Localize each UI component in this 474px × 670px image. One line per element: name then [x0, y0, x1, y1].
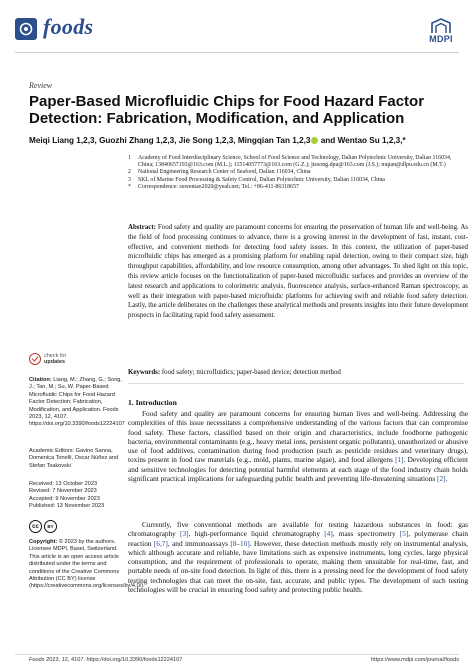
- updates-line2: updates: [44, 359, 66, 365]
- cc-license-badge[interactable]: [29, 520, 59, 533]
- section-heading: 1. Introduction: [128, 398, 177, 407]
- affiliation-text: National Engineering Research Center of Seafood, Dalian 116034, China: [138, 169, 311, 176]
- publisher-logo[interactable]: [423, 14, 459, 44]
- header-divider: [15, 52, 459, 53]
- footer-citation-text: 2023, 12, 4107. https://doi.org/10.3390/foods12224107: [46, 657, 183, 663]
- affiliation-text: Correspondence: suwentao2020@yeah.net; Tel.: +86-411-86318657: [138, 183, 299, 190]
- affiliation-item: [128, 169, 468, 176]
- cc-icon: cc: [29, 520, 42, 533]
- keywords: [128, 369, 468, 376]
- body-text-run: . However, these detection methods mostly rely on instrumental analysis, which although accurate and reliable, have limitations such as expensive instruments, long cycles, large physical consumption, and the requirement of professionals to operate, making them unsuitable for real-time, fast, and portable needs of on-site food detection. In light of this, there is a pressing need for the development of food safety testing technologies that can meet the on-site, fast, accurate, and public types. The development of such testing technologies will be crucial in ensuring food safety and protecting public health.: [128, 538, 468, 594]
- affiliation-text: SKL of Marine Food Processing & Safety Control, Dalian Polytechnic University, Dalian 116034, China: [138, 176, 385, 183]
- received-date: Received: 13 October 2023: [29, 481, 98, 487]
- reference-link[interactable]: [6,7]: [153, 538, 168, 548]
- body-paragraph-2: [128, 520, 468, 594]
- footer-divider: [15, 654, 459, 655]
- affiliation-item: [128, 155, 468, 169]
- copyright-label: Copyright:: [29, 539, 58, 545]
- copyright-text: © 2023 by the authors. Licensee MDPI, Basel, Switzerland. This article is an open access article distributed under the terms and conditions of the Creative Commons Attribution (CC BY) license (https://creativecommons.org/licenses/by/4.0/).: [29, 539, 145, 590]
- orcid-icon[interactable]: [311, 137, 318, 144]
- affiliation-number: 1: [128, 155, 131, 161]
- body-text-run: , high-performance liquid chromatography: [188, 529, 325, 539]
- reference-link[interactable]: [2]: [437, 473, 446, 483]
- body-text-run: , mass spectrometry: [332, 529, 400, 539]
- affiliation-text: Academy of Food Interdisciplinary Science, School of Food Science and Technology, Dalian Polytechnic University, Dalian 116034, China; 13840657193@163.com (M.L.); 11514057773@163.com (G.Z.); jiesong.dpu@163.com (J.S.); mqtan@dlpu.edu.cn (M.T.): [138, 155, 452, 169]
- keywords-label: Keywords:: [128, 369, 161, 376]
- journal-name: foods: [43, 14, 94, 39]
- body-text-run: Currently, five conventional methods are available for testing hazardous substances in food: gas chromatography: [128, 520, 468, 539]
- body-text-run: . Developing efficient and sensitive technologies for detecting potential harmful elements at each stage of the food industry chain holds significant practical implications for safeguarding public health and preventing life-threatening situations: [128, 455, 468, 483]
- affiliation-number: 3: [128, 176, 131, 183]
- body-text-run: .: [445, 473, 448, 483]
- footer-journal: Foods: [29, 657, 45, 663]
- citation-label: Citation:: [29, 377, 52, 383]
- affiliations: [128, 155, 468, 191]
- body-paragraph-1: [128, 409, 468, 483]
- affiliation-number: *: [128, 183, 131, 190]
- published-date: Published: 13 November 2023: [29, 503, 105, 510]
- abstract-divider: [128, 383, 464, 384]
- abstract-label: Abstract:: [128, 224, 156, 231]
- revised-date: Revised: 7 November 2023: [29, 488, 97, 495]
- reference-link[interactable]: [1]: [395, 455, 404, 465]
- reference-link[interactable]: [8–10]: [230, 538, 250, 548]
- article-dates: [29, 481, 124, 511]
- abstract: [128, 223, 468, 321]
- publisher-logo-icon: [430, 18, 452, 34]
- author-list: [29, 136, 469, 145]
- body-text-run: , polymerase chain reaction: [128, 529, 468, 548]
- check-for-updates-badge[interactable]: [29, 353, 66, 365]
- reference-link[interactable]: [4]: [324, 529, 333, 539]
- journal-logo-icon: [15, 18, 37, 40]
- reference-link[interactable]: [5]: [399, 529, 409, 539]
- accepted-date: Accepted: 9 November 2023: [29, 495, 100, 502]
- affiliation-number: 2: [128, 169, 131, 176]
- article-title: Paper-Based Microfluidic Chips for Food Hazard Factor Detection: Fabrication, Modification, and Application: [29, 93, 425, 127]
- citation: [29, 377, 124, 429]
- footer-citation: [29, 657, 182, 663]
- affiliation-item: [128, 177, 468, 184]
- academic-editors: Academic Editors: Gavino Sanna, Domenica Tonelli, Oscar Núñez and Stefan Tsakovski: [29, 448, 119, 469]
- abstract-text: Food safety and quality are paramount concerns for ensuring the preservation of human life and well-being. As the field of food processing continues to advance, there is a growing interest in the development of fast, instant, cost-effective, and convenient methods for detecting food safety issues. In this context, the utilization of paper-based microfluidic chips has emerged as a promising platform for enabling rapid detection, owing to their compact size, high throughput capabilities, affordability, and low resource consumption, among other advantages. To shed light on this topic, this review article focuses on the functionalization of paper-based microfluidic surfaces and provides an overview of the latest research and applications to colorimetric analysis, fluorescence analysis, surface-enhanced Raman spectroscopy, as well as their integration with paper-based microfluidic platforms for achieving swift and reliable food safety detection. Lastly, the article deliberates on the challenges these analytical methods and presents insights into their future development prospects in facilitating rapid food safety assessment.: [128, 224, 468, 320]
- authors-main: Meiqi Liang 1,2,3, Guozhi Zhang 1,2,3, Jie Song 1,2,3, Mingqian Tan 1,2,3: [29, 136, 311, 145]
- citation-text: Liang, M.; Zhang, G.; Song, J.; Tan, M.; Su, W. Paper-Based Microfluidic Chips for Food Hazard Factor Detection: Fabrication, Modification, and Application. Foods 2023, 12, 4107. https://doi.org/10.3390/foods12224107: [29, 377, 125, 428]
- check-for-updates-icon: [29, 353, 41, 365]
- authors-last: and Wentao Su 1,2,3,*: [320, 136, 406, 145]
- updates-line1: check for: [44, 353, 67, 359]
- body-text-run: Food safety and quality are paramount concerns for ensuring human lives and well-being. Addressing the complexities of this issue necessitates a comprehensive understanding of the various factors that can compromise food safety. These factors, classified based on their origin and characteristics, include foodborne pathogenic bacteria, environmental contaminants (e.g., heavy metal ions, persistent organic pollutants), unauthorized or abusive use of food additives, contamination during food production (such as pesticide residues and veterinary drugs), toxins present in food raw materials (e.g., mold, plants, marine algae), and food allergens: [128, 409, 468, 465]
- publisher-name: MDPI: [429, 34, 453, 44]
- check-for-updates-text: [44, 353, 66, 365]
- keywords-text: food safety; microfluidics; paper-based device; detection method: [161, 369, 341, 376]
- footer-journal-url[interactable]: https://www.mdpi.com/journal/foods: [371, 657, 459, 663]
- body-text-run: , and immunoassays: [167, 538, 231, 548]
- reference-link[interactable]: [3]: [180, 529, 189, 539]
- article-type: Review: [29, 81, 53, 90]
- by-icon: BY: [44, 520, 57, 533]
- copyright: [29, 539, 145, 591]
- affiliation-item: [128, 184, 468, 191]
